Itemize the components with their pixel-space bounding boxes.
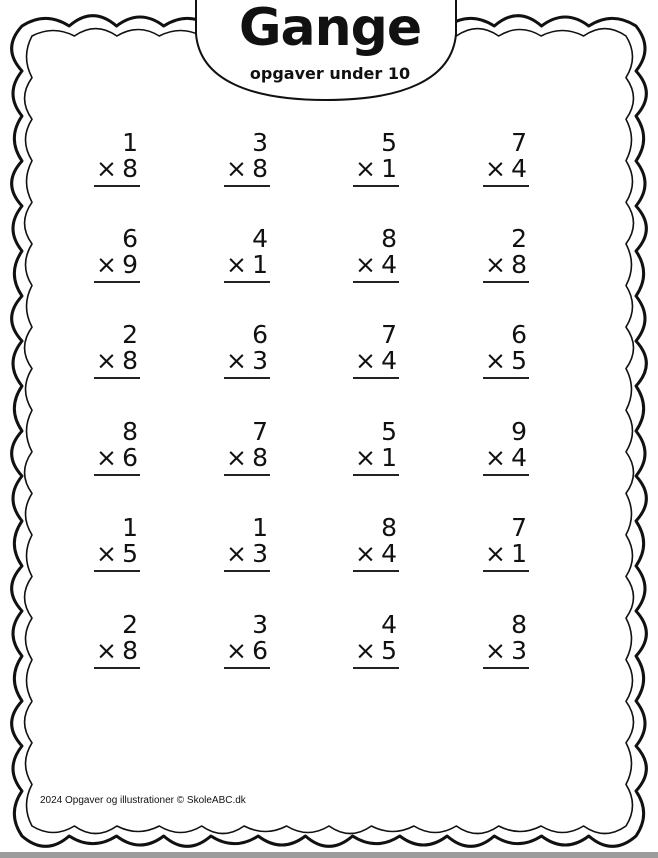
multiplier: 8	[252, 154, 268, 183]
multiplier: 9	[122, 250, 138, 279]
multiplication-problem	[483, 130, 529, 182]
multiply-sign: ×	[226, 346, 247, 375]
multiplication-problem	[224, 419, 270, 471]
multiplication-problem	[94, 226, 140, 278]
multiplicand: 2	[122, 320, 138, 349]
multiply-sign: ×	[355, 154, 376, 183]
answer-line	[224, 474, 270, 476]
multiply-sign: ×	[226, 539, 247, 568]
multiply-sign: ×	[96, 539, 117, 568]
multiply-sign: ×	[226, 154, 247, 183]
multiplicand: 7	[511, 128, 527, 157]
multiplier: 5	[511, 346, 527, 375]
multiplicand: 1	[252, 513, 268, 542]
copyright-footer: 2024 Opgaver og illustrationer © SkoleABC.dk	[40, 795, 246, 806]
multiplier: 3	[511, 636, 527, 665]
multiplier: 8	[122, 346, 138, 375]
multiplicand: 9	[511, 417, 527, 446]
multiplication-problem	[353, 419, 399, 471]
answer-line	[224, 281, 270, 283]
answer-line	[94, 570, 140, 572]
multiplicand: 8	[381, 224, 397, 253]
multiply-sign: ×	[355, 346, 376, 375]
multiplication-problem	[94, 419, 140, 471]
multiplier: 4	[381, 539, 397, 568]
answer-line	[94, 281, 140, 283]
page-subtitle: opgaver under 10	[249, 64, 411, 83]
multiply-sign: ×	[485, 346, 506, 375]
answer-line	[353, 185, 399, 187]
multiplication-problem	[224, 515, 270, 567]
multiplier: 1	[511, 539, 527, 568]
multiplication-problem	[94, 322, 140, 374]
multiplier: 5	[381, 636, 397, 665]
multiplicand: 7	[511, 513, 527, 542]
multiplication-problem	[353, 322, 399, 374]
multiplication-problem	[224, 612, 270, 664]
multiplier: 8	[511, 250, 527, 279]
multiplication-problem	[94, 515, 140, 567]
multiply-sign: ×	[226, 250, 247, 279]
multiplicand: 3	[252, 610, 268, 639]
answer-line	[224, 570, 270, 572]
multiplicand: 1	[122, 513, 138, 542]
multiplication-problem	[224, 226, 270, 278]
multiplier: 8	[122, 636, 138, 665]
answer-line	[483, 570, 529, 572]
answer-line	[94, 667, 140, 669]
answer-line	[483, 281, 529, 283]
multiplicand: 1	[122, 128, 138, 157]
multiplication-problem	[483, 226, 529, 278]
multiplier: 6	[122, 443, 138, 472]
multiplication-problem	[94, 612, 140, 664]
multiplier: 3	[252, 346, 268, 375]
answer-line	[353, 281, 399, 283]
answer-line	[483, 667, 529, 669]
multiplicand: 7	[381, 320, 397, 349]
multiplicand: 4	[381, 610, 397, 639]
multiply-sign: ×	[226, 443, 247, 472]
multiply-sign: ×	[226, 636, 247, 665]
title-banner	[200, 0, 460, 100]
multiply-sign: ×	[485, 250, 506, 279]
answer-line	[94, 377, 140, 379]
multiplicand: 7	[252, 417, 268, 446]
multiplicand: 3	[252, 128, 268, 157]
multiplicand: 2	[511, 224, 527, 253]
multiply-sign: ×	[96, 443, 117, 472]
multiplier: 1	[381, 443, 397, 472]
multiply-sign: ×	[485, 154, 506, 183]
multiplicand: 5	[381, 128, 397, 157]
multiplication-problem	[483, 322, 529, 374]
multiplier: 5	[122, 539, 138, 568]
multiplier: 8	[252, 443, 268, 472]
multiplication-problem	[353, 612, 399, 664]
multiplicand: 6	[511, 320, 527, 349]
multiply-sign: ×	[96, 636, 117, 665]
page-title: Gange	[238, 0, 422, 58]
multiply-sign: ×	[355, 443, 376, 472]
multiplication-problem	[224, 322, 270, 374]
multiplier: 3	[252, 539, 268, 568]
multiplier: 4	[511, 443, 527, 472]
multiplication-problem	[353, 130, 399, 182]
multiplicand: 8	[511, 610, 527, 639]
multiplicand: 2	[122, 610, 138, 639]
multiplier: 4	[381, 250, 397, 279]
multiply-sign: ×	[355, 636, 376, 665]
multiplicand: 8	[381, 513, 397, 542]
multiplication-problem	[94, 130, 140, 182]
multiplicand: 6	[122, 224, 138, 253]
multiplication-problem	[353, 226, 399, 278]
answer-line	[94, 185, 140, 187]
multiplication-problem	[353, 515, 399, 567]
multiply-sign: ×	[485, 636, 506, 665]
multiplicand: 4	[252, 224, 268, 253]
multiply-sign: ×	[96, 250, 117, 279]
multiplicand: 5	[381, 417, 397, 446]
answer-line	[353, 570, 399, 572]
answer-line	[353, 474, 399, 476]
answer-line	[483, 474, 529, 476]
multiplier: 6	[252, 636, 268, 665]
multiply-sign: ×	[355, 539, 376, 568]
multiplier: 1	[252, 250, 268, 279]
multiply-sign: ×	[96, 346, 117, 375]
multiplicand: 8	[122, 417, 138, 446]
multiplication-problem	[483, 515, 529, 567]
multiplication-problem	[224, 130, 270, 182]
multiply-sign: ×	[355, 250, 376, 279]
multiplier: 1	[381, 154, 397, 183]
multiplier: 4	[511, 154, 527, 183]
answer-line	[353, 377, 399, 379]
answer-line	[483, 185, 529, 187]
multiply-sign: ×	[485, 443, 506, 472]
multiplier: 8	[122, 154, 138, 183]
answer-line	[483, 377, 529, 379]
answer-line	[224, 185, 270, 187]
multiply-sign: ×	[485, 539, 506, 568]
multiplication-problem	[483, 612, 529, 664]
multiplicand: 6	[252, 320, 268, 349]
page-bottom-edge	[0, 852, 658, 858]
multiplication-problem	[483, 419, 529, 471]
answer-line	[224, 667, 270, 669]
answer-line	[94, 474, 140, 476]
multiplier: 4	[381, 346, 397, 375]
multiply-sign: ×	[96, 154, 117, 183]
answer-line	[224, 377, 270, 379]
answer-line	[353, 667, 399, 669]
